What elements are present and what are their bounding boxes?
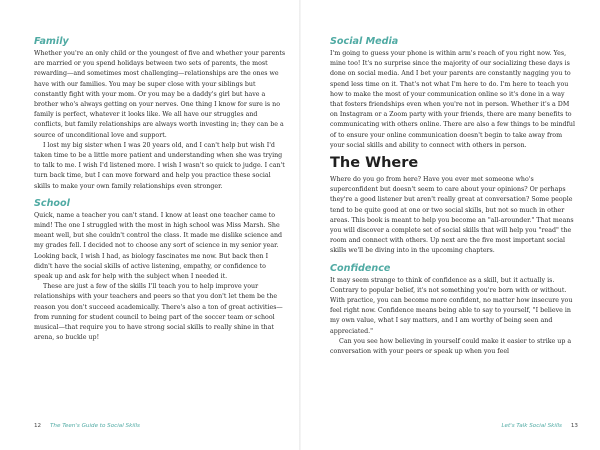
left-page-number: 12	[34, 423, 42, 429]
right-page	[300, 0, 600, 450]
social-media-heading: Social Media	[330, 36, 399, 47]
confidence-heading: Confidence	[330, 262, 391, 274]
confidence-paragraph-1: It may seem strange to think of confidence as a skill, but it actually is. Contrary to popular belief, it's not something you're born with or without. With practice, you can become more confident, no matter how insecure you feel right now. Confidence means being able to say to yourself, "I believe in my own value, what I say matters, and I am worthy of being seen and appreciated."	[330, 276, 573, 335]
the-where-heading: The Where	[330, 155, 419, 172]
family-heading: Family	[34, 36, 69, 47]
school-paragraph-1: Quick, name a teacher you can't stand. I know at least one teacher came to mind! The one I struggled with the most in high school was Miss Marsh. She meant well, but she couldn't control the class. It made me dislike science and my grades fell. I decided not to choose any sort of science in my senior year. Looking back, I wish I had, as biology fascinates me now. But back then I didn't have the social skills of active listening, empathy, or confidence to speak up and ask for help with the subject when I needed it.	[34, 211, 283, 281]
family-paragraph-2: I lost my big sister when I was 20 years old, and I can't help but wish I'd taken time to be a little more patient and understanding when she was trying to talk to me. I wish I'd listened more. I wish I wasn't so quick to judge. I can't turn back time, but I can move forward and help you practice these social skills to make your own family relationships even stronger.	[34, 141, 285, 190]
school-paragraph-2: These are just a few of the skills I'll teach you to help improve your relationships with your teachers and peers so that you don't let them be the reason you don't succeed academically. There's also a ton of great activities—from running for student council to being part of the soccer team or school musical—that require you to have strong social skills to really shine in that arena, so buckle up!	[34, 283, 283, 342]
school-heading: School	[34, 197, 70, 209]
social-media-paragraph-1: I'm going to guess your phone is within arm's reach of you right now. Yes, mine too! It's no surprise since the majority of our socializing these days is done on social media. And I bet your parents are constantly nagging you to spend less time on it. That's not what I'm here to do. I'm here to teach you how to make the most of your communication online so it's done in a way that fosters friendships even when you're not in person. Whether it's a DM on Instagram or a Zoom party with your friends, there are many benefits to communicating with others online. There are also a few things to be mindful of to ensure your online communication doesn't begin to take away from your social skills and ability to connect with others in person.	[330, 50, 575, 149]
right-footer	[501, 422, 578, 430]
the-where-paragraph-1: Where do you go from here? Have you ever met someone who's superconfident but doesn't seem to care about your opinions? Or perhaps they're a good listener but aren't really great at conversation? Some people tend to be quite good at one or two social skills, but not so much in other areas. This book is meant to help you become an "all-arounder." That means you will discover a complete set of social skills that will help you "read" the room and connect with others. Up next are the five most important social skills we'll be diving into in the upcoming chapters.	[330, 176, 574, 255]
left-footer	[34, 422, 140, 430]
family-paragraph-1: Whether you're an only child or the youngest of five and whether your parents are married or you spend holidays between two sets of parents, the most rewarding—and sometimes most challenging—relationships are the ones we have with our families. You may be super close with your siblings but constantly fight with your mom. Or you may be a daddy's girl but have a brother who's always getting on your nerves. One thing I know for sure is no family is perfect, whatever it looks like. We all have our struggles and conflicts, but family relationships are always worth investing in; they can be a source of unconditional love and support.	[34, 50, 286, 139]
confidence-paragraph-2: Can you see how believing in yourself could make it easier to strike up a conversation with your peers or speak up when you feel	[330, 337, 572, 356]
right-page-number: 13	[570, 423, 578, 429]
left-running-title: The Teen's Guide to Social Skills	[50, 423, 140, 429]
right-running-title: Let's Talk Social Skills	[501, 423, 562, 429]
